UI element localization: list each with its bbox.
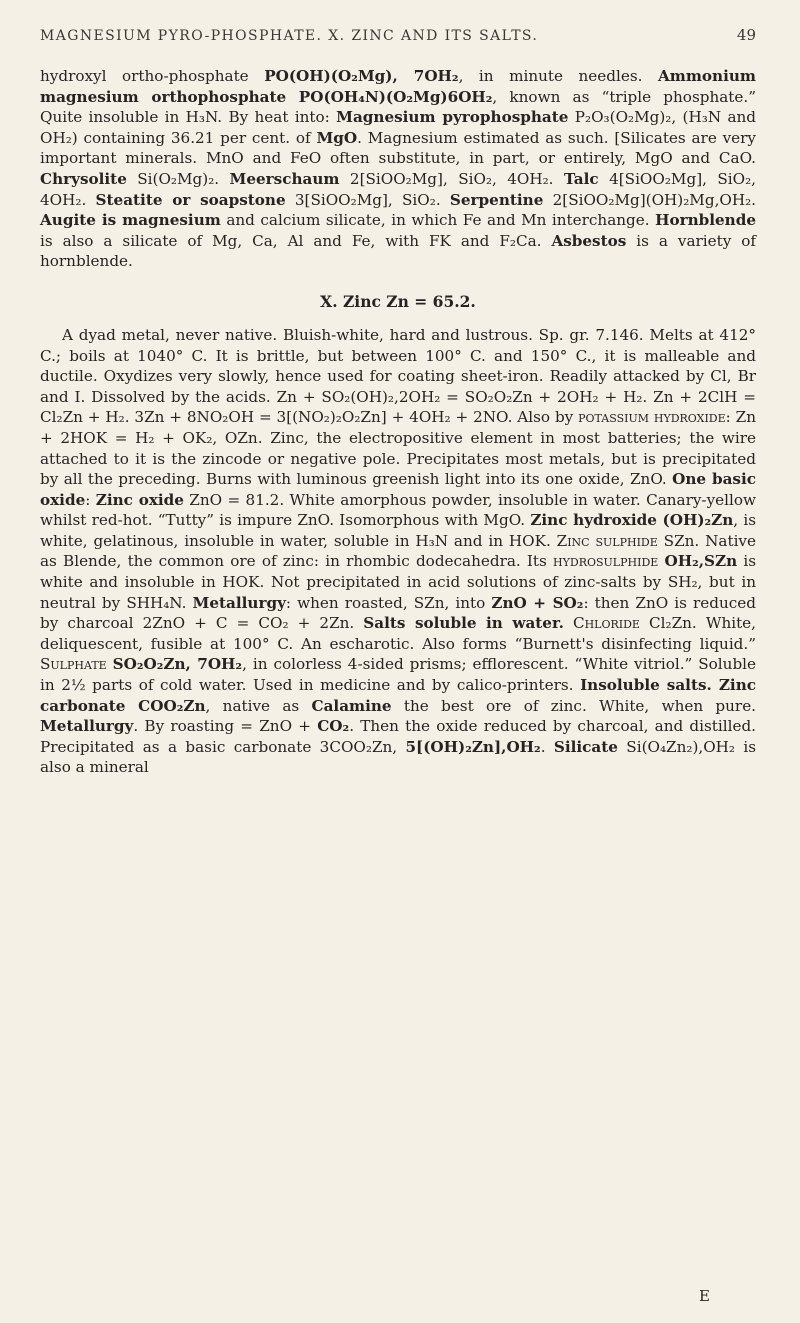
text-run: . Then the oxide reduced by charcoal, and distilled. Precipitated as a basic carbonate 3COO₂Zn,: [40, 717, 756, 756]
formula: PO(OH)(O₂Mg), 7OH₂: [264, 67, 459, 85]
zinc-paragraph: [40, 325, 756, 778]
formula: CO₂: [317, 717, 350, 736]
mineral-name: Chrysolite: [40, 169, 127, 188]
text-run: 4[SiOO₂Mg], SiO₂, 4OH₂.: [40, 169, 756, 209]
term-smallcaps: Sulphate: [40, 655, 107, 674]
term-smallcaps: Chloride: [572, 614, 640, 633]
text-run: Si(O₂Mg)₂.: [126, 169, 230, 188]
formula: 5[(OH)₂Zn],OH₂: [405, 737, 541, 756]
text-run: , is white, gelatinous, insoluble in water, soluble in H₃N and in HOK.: [40, 511, 756, 550]
term-bold: Salts soluble in water.: [363, 614, 564, 633]
mineral-name: Augite is magnesium: [40, 211, 221, 230]
term-bold: Silicate: [553, 737, 618, 756]
running-head-title: MAGNESIUM PYRO-PHOSPHATE. X. ZINC AND ITS SALTS.: [40, 28, 539, 44]
text-run: . Magnesium estimated as such. [Silicates are very important minerals. MnO and FeO often substitute, in part, or entirely, MgO and CaO.: [40, 128, 756, 168]
compound-name: Ammonium magnesium orthophosphate PO(OH₄N)(O₂Mg)6OH₂: [40, 67, 756, 106]
text-run: Cl₂Zn. White, deliquescent, fusible at 100° C. An escharotic. Also forms “Burnett's disinfecting liquid.”: [40, 614, 756, 653]
term-bold: Metallurgy: [192, 593, 286, 612]
text-run: SZn. Native as Blende, the common ore of zinc: in rhombic dodecahedra. Its: [40, 531, 756, 571]
mineral-name: Serpentine: [449, 190, 544, 209]
term-smallcaps: hydrosulphide: [553, 552, 659, 571]
magnesium-paragraph: [40, 66, 756, 272]
section-title: X. Zinc Zn = 65.2.: [320, 291, 476, 311]
term-bold: Zinc hydroxide (OH)₂Zn: [530, 511, 734, 530]
mineral-name: Talc: [563, 169, 599, 188]
text-run: , known as “triple phosphate.” Quite insoluble in H₃N. By heat into:: [40, 87, 756, 127]
term-bold: Calamine: [311, 696, 392, 715]
text-run: 2[SiOO₂Mg](OH)₂Mg,OH₂.: [543, 190, 757, 209]
text-run: 2[SiOO₂Mg], SiO₂, 4OH₂.: [339, 169, 564, 188]
mineral-name: Asbestos: [551, 231, 627, 250]
signature-mark: E: [699, 1287, 710, 1305]
text-run: P₂O₃(O₂Mg)₂, (H₃N and OH₂) containing 36.21 per cent. of: [40, 108, 757, 147]
mineral-name: Meerschaum: [229, 169, 340, 188]
formula: OH₂,SZn: [664, 552, 738, 571]
running-head: [40, 26, 756, 44]
term-smallcaps: Zinc sulphide: [556, 531, 658, 550]
text-run: Si(O₄Zn₂),OH₂ is also a mineral: [40, 737, 757, 777]
text-run: , in minute needles.: [458, 67, 658, 85]
term-bold: Insoluble salts. Zinc carbonate COO₂Zn: [40, 676, 756, 715]
formula: MgO: [316, 128, 358, 147]
text-run: .: [540, 737, 554, 756]
text-run: , in colorless 4-sided prisms; efflorescent. “White vitriol.” Soluble in 2½ parts of cold water. Used in medicine and by calico-printers.: [40, 655, 757, 695]
text-run: ZnO = 81.2. White amorphous powder, insoluble in water. Canary-yellow whilst red-hot. “Tutty” is impure ZnO. Isomorphous with MgO.: [40, 490, 756, 530]
page-number: 49: [736, 26, 756, 44]
text-run: and calcium silicate, in which Fe and Mn interchange.: [220, 211, 656, 230]
term-bold: One basic oxide: [40, 470, 756, 509]
text-run: hydroxyl ortho-phosphate: [40, 67, 265, 85]
text-run: : then ZnO is reduced by charcoal 2ZnO + C = CO₂ + 2Zn.: [40, 593, 756, 633]
term-smallcaps: potassium hydroxide: [578, 408, 726, 427]
text-run: 3[SiOO₂Mg], SiO₂.: [285, 190, 450, 209]
text-run: A dyad metal, never native. Bluish-white, hard and lustrous. Sp. gr. 7.146. Melts at 412° C.; boils at 1040° C. It is brittle, but between 100° C. and 150° C., it is malleable and ductile. Oxydizes very slowly, hence used for coating sheet-iron. Readily attacked by Cl, Br and I. Dissolved by the acids. Zn + SO₂(OH)₂,2OH₂ = SO₂O₂Zn + 2OH₂ + H₂. Zn + 2ClH = Cl₂Zn + H₂. 3Zn + 8NO₂OH = 3[(NO₂)₂O₂Zn] + 4OH₂ + 2NO. Also by: [40, 325, 756, 427]
text-run: : Zn + 2HOK = H₂ + OK₂, OZn. Zinc, the electropositive element in most batteries; the wire attached to it is the zincode or negative pole. Precipitates most metals, but is precipitated by all the preceding. Burns with luminous greenish light into its one oxide, ZnO.: [40, 408, 756, 489]
compound-name: Magnesium pyrophosphate: [336, 108, 569, 127]
text-run: the best ore of zinc. White, when pure.: [391, 696, 757, 715]
mineral-name: Steatite or soapstone: [95, 190, 286, 209]
text-run: is also a silicate of Mg, Ca, Al and Fe, with FK and F₂Ca.: [40, 231, 552, 250]
mineral-name: Hornblende: [655, 211, 756, 230]
text-run: . By roasting = ZnO +: [133, 717, 318, 736]
text-run: , native as: [205, 696, 312, 715]
text-run: : when roasted, SZn, into: [285, 593, 492, 612]
text-run: is a variety of hornblende.: [40, 231, 756, 271]
term-bold: Zinc oxide: [95, 490, 184, 509]
term-bold: Metallurgy: [40, 717, 134, 736]
formula: SO₂O₂Zn, 7OH₂: [112, 655, 243, 674]
text-run: :: [85, 490, 96, 509]
formula: ZnO + SO₂: [491, 593, 584, 612]
text-run: is white and insoluble in HOK. Not precipitated in acid solutions of zinc-salts by SH₂, but in neutral by SHH₄N.: [40, 552, 756, 612]
text-run: [564, 614, 573, 632]
